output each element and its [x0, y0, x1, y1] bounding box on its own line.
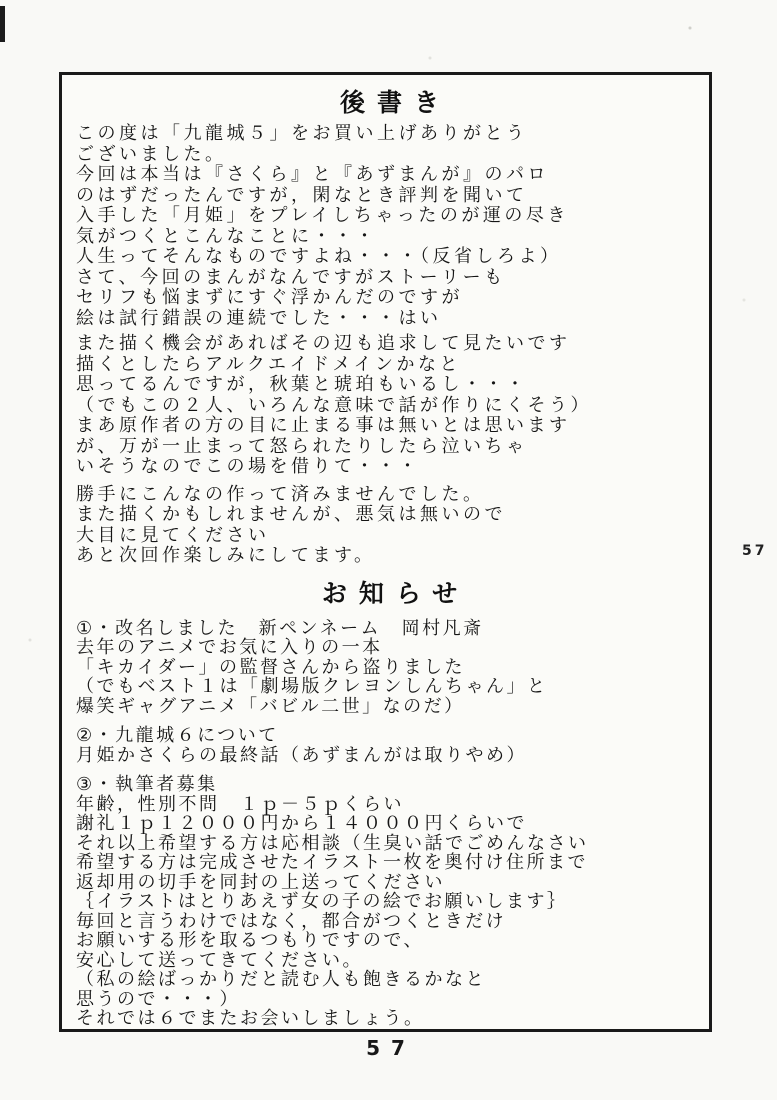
text-line: 爆笑ギャグアニメ「バビル二世」なのだ） [76, 695, 465, 717]
text-line: 思ってるんですが，秋葉と琥珀もいるし・・・ [76, 374, 528, 395]
text-line: 描くとしたらアルクエイドメインかなと [76, 353, 462, 375]
text-line: 返却用の切手を同封の上送ってください [76, 871, 445, 893]
scan-edge-artifact [0, 6, 5, 42]
text-line: ①・改名しました 新ペンネーム 岡村凡斎 [76, 617, 484, 639]
text-line: さて、今回のまんがなんですがストーリーも [76, 266, 506, 288]
text-line: 謝礼１ｐ１２０００円から１４０００円くらいで [76, 813, 527, 834]
text-line: 毎回と言うわけではなく，都合がつくときだけ [76, 910, 507, 932]
notice-title: お知らせ [321, 578, 470, 608]
text-line: （私の絵ばっかりだと読む人も飽きるかなと [76, 969, 486, 990]
text-line: 今回は本当は『さくら』と『あずまんが』のパロ [76, 164, 549, 185]
text-line: この度は「九龍城５」をお買い上げありがとう [76, 123, 528, 144]
text-line: 「キカイダー」の監督さんから盗りました [76, 656, 465, 678]
text-line: 人生ってそんなものですよね・・・（反省しろよ） [76, 246, 562, 267]
text-line: まあ原作者の方の目に止まる事は無いとは思います [76, 415, 571, 436]
text-line: それでは６でまたお会いしましょう。 [76, 1008, 425, 1029]
text-line: 去年のアニメでお気に入りの一本 [76, 637, 383, 658]
text-line: 絵は試行錯誤の連続でした・・・はい [76, 307, 442, 329]
text-line: お願いする形を取るつもりですので、 [76, 930, 424, 951]
text-line: 気がつくとこんなことに・・・ [76, 225, 377, 247]
side-page-number: 57 [742, 543, 768, 559]
text-line: セリフも悩まずにすぐ浮かんだのですが [76, 287, 463, 308]
text-line: 月姫かさくらの最終話（あずまんがは取りやめ） [76, 744, 527, 766]
bottom-page-number: 57 [366, 1036, 416, 1060]
text-line: 希望する方は完成させたイラスト一枚を奥付け住所まで [76, 852, 588, 873]
text-line: ③・執筆者募集 [76, 774, 218, 795]
text-line: いそうなのでこの場を借りて・・・ [76, 456, 420, 477]
text-line: 大目に見てください [76, 524, 270, 546]
text-line: 安心して送ってきてください。 [76, 949, 363, 971]
text-line: また描く機会があればその辺も追求して見たいです [76, 333, 571, 354]
text-line: （でもこの２人、いろんな意味で話が作りにくそう） [76, 394, 592, 416]
afterword-text [76, 124, 703, 567]
text-line: それ以上希望する方は応相談（生臭い話でごめんなさい [76, 832, 589, 854]
text-line: のはずだったんですが，閑なとき評判を聞いて [76, 184, 528, 206]
text-line: 思うので・・・） [76, 988, 240, 1010]
text-line: ｛イラストはとりあえず女の子の絵でお願いします｝ [76, 891, 568, 912]
text-line: 勝手にこんなの作って済みませんでした。 [76, 483, 485, 505]
text-line: （でもベスト１は「劇場版クレヨンしんちゃん」と [76, 676, 548, 697]
text-line: ②・九龍城６について [76, 725, 279, 746]
content-frame [59, 72, 712, 1032]
text-line: また描くかもしれませんが、悪気は無いので [76, 504, 506, 525]
afterword-title: 後書き [339, 88, 451, 117]
notice-text [76, 619, 703, 1029]
text-line: あと次回作楽しみにしてます。 [76, 545, 376, 566]
text-line: 年齢，性別不問 １ｐ－５ｐくらい [76, 793, 404, 815]
text-line: 入手した「月姫」をプレイしちゃったのが運の尽き [76, 205, 569, 226]
text-line: が、万が一止まって怒られたりしたら泣いちゃ [76, 435, 528, 457]
text-line: ございました。 [76, 143, 227, 165]
